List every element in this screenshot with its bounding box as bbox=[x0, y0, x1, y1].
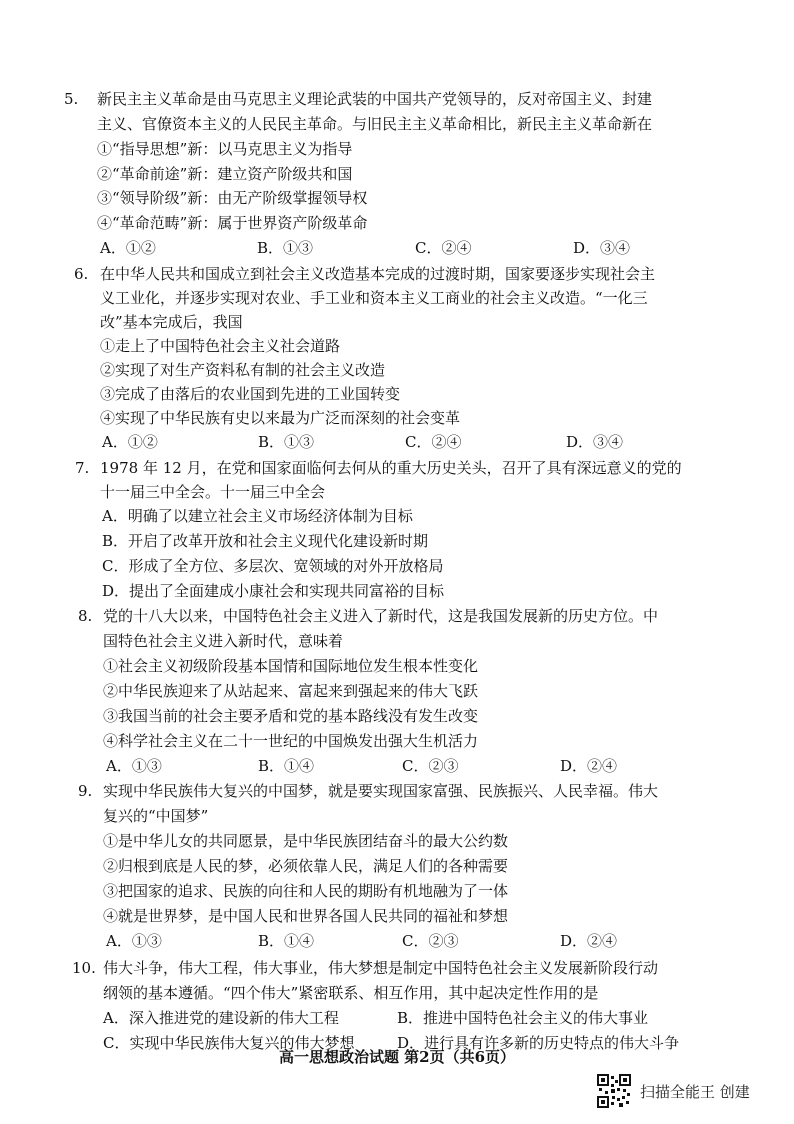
q9-option-d: D．②④ bbox=[560, 932, 618, 950]
q5-stem-line2: 主义、官僚资本主义的人民民主革命。与旧民主主义革命相比，新民主主义革命新在 bbox=[97, 115, 653, 133]
q7-stem-line1: 1978 年 12 月，在党和国家面临何去何从的重大历史关头，召开了具有深远意义的党的 bbox=[100, 459, 682, 477]
qr-code-icon bbox=[597, 1074, 631, 1108]
q8-item-3: ③我国当前的社会主要矛盾和党的基本路线没有发生改变 bbox=[103, 707, 479, 725]
q6-stem-line3: 改”基本完成后，我国 bbox=[100, 313, 243, 331]
q8-item-4: ④科学社会主义在二十一世纪的中国焕发出强大生机活力 bbox=[103, 732, 479, 750]
q5-option-d: D．③④ bbox=[573, 239, 631, 257]
q6-option-a: A．①② bbox=[102, 433, 158, 451]
q7-stem-line2: 十一届三中全会。十一届三中全会 bbox=[100, 483, 326, 501]
q8-stem-line1: 党的十八大以来，中国特色社会主义进入了新时代，这是我国发展新的历史方位。中 bbox=[103, 607, 659, 625]
q10-stem-line2: 纲领的基本遵循。“四个伟大”紧密联系、相互作用，其中起决定性作用的是 bbox=[103, 984, 599, 1002]
q9-stem-line1: 实现中华民族伟大复兴的中国梦，就是要实现国家富强、民族振兴、人民幸福。伟大 bbox=[103, 782, 659, 800]
q9-number: 9. bbox=[78, 782, 93, 800]
q5-item-3: ③“领导阶级”新：由无产阶级掌握领导权 bbox=[97, 189, 368, 207]
q5-item-2: ②“革命前途”新：建立资产阶级共和国 bbox=[97, 165, 353, 183]
q8-option-a: A．①③ bbox=[106, 757, 162, 775]
q5-number: 5. bbox=[64, 90, 79, 108]
q10-option-b: B．推进中国特色社会主义的伟大事业 bbox=[397, 1009, 649, 1027]
q6-stem-line2: 义工业化，并逐步实现对农业、手工业和资本主义工商业的社会主义改造。“一化三 bbox=[100, 289, 648, 307]
q6-item-3: ③完成了由落后的农业国到先进的工业国转变 bbox=[100, 385, 401, 403]
q5-item-4: ④“革命范畴”新：属于世界资产阶级革命 bbox=[97, 214, 368, 232]
q8-item-2: ②中华民族迎来了从站起来、富起来到强起来的伟大飞跃 bbox=[103, 682, 479, 700]
q7-option-c: C．形成了全方位、多层次、宽领域的对外开放格局 bbox=[102, 557, 444, 575]
q5-option-b: B．①③ bbox=[257, 239, 314, 257]
page-footer: 高一思想政治试题 第2页（共6页） bbox=[278, 1048, 516, 1066]
q8-option-c: C．②③ bbox=[402, 757, 459, 775]
q10-number: 10. bbox=[72, 959, 96, 977]
q5-item-1: ①“指导思想”新：以马克思主义为指导 bbox=[97, 140, 353, 158]
q7-option-b: B．开启了改革开放和社会主义现代化建设新时期 bbox=[102, 532, 429, 550]
q9-item-4: ④就是世界梦，是中国人民和世界各国人民共同的福祉和梦想 bbox=[103, 907, 509, 925]
q8-option-b: B．①④ bbox=[258, 757, 315, 775]
q5-stem-line1: 新民主主义革命是由马克思主义理论武装的中国共产党领导的，反对帝国主义、封建 bbox=[97, 90, 653, 108]
q9-option-b: B．①④ bbox=[258, 932, 315, 950]
q9-item-2: ②归根到底是人民的梦，必须依靠人民，满足人们的各种需要 bbox=[103, 857, 509, 875]
q10-stem-line1: 伟大斗争，伟大工程，伟大事业，伟大梦想是制定中国特色社会主义发展新阶段行动 bbox=[103, 959, 659, 977]
q6-stem-line1: 在中华人民共和国成立到社会主义改造基本完成的过渡时期，国家要逐步实现社会主 bbox=[100, 265, 656, 283]
q6-number: 6. bbox=[74, 265, 89, 283]
q8-option-d: D．②④ bbox=[560, 757, 618, 775]
q9-option-c: C．②③ bbox=[402, 932, 459, 950]
q6-item-4: ④实现了中华民族有史以来最为广泛而深刻的社会变革 bbox=[100, 409, 461, 427]
q9-option-a: A．①③ bbox=[106, 932, 162, 950]
scanner-watermark: 扫描全能王 创建 bbox=[640, 1083, 750, 1101]
q6-item-2: ②实现了对生产资料私有制的社会主义改造 bbox=[100, 361, 386, 379]
q8-stem-line2: 国特色社会主义进入新时代，意味着 bbox=[103, 632, 344, 650]
q8-item-1: ①社会主义初级阶段基本国情和国际地位发生根本性变化 bbox=[103, 657, 479, 675]
q10-option-c: C．实现中华民族伟大复兴的伟大梦想 bbox=[103, 1034, 355, 1052]
q7-option-a: A．明确了以建立社会主义市场经济体制为目标 bbox=[102, 507, 413, 525]
q6-item-1: ①走上了中国特色社会主义社会道路 bbox=[100, 337, 341, 355]
q10-option-a: A．深入推进党的建设新的伟大工程 bbox=[103, 1009, 339, 1027]
q6-option-b: B．①③ bbox=[258, 433, 315, 451]
q6-option-d: D．③④ bbox=[566, 433, 624, 451]
q9-stem-line2: 复兴的“中国梦” bbox=[103, 807, 209, 825]
q6-option-c: C．②④ bbox=[405, 433, 462, 451]
q9-item-1: ①是中华儿女的共同愿景，是中华民族团结奋斗的最大公约数 bbox=[103, 832, 509, 850]
q5-option-a: A．①② bbox=[100, 239, 156, 257]
q7-option-d: D．提出了全面建成小康社会和实现共同富裕的目标 bbox=[102, 582, 445, 600]
q5-option-c: C．②④ bbox=[415, 239, 472, 257]
q8-number: 8. bbox=[78, 607, 93, 625]
q9-item-3: ③把国家的追求、民族的向往和人民的期盼有机地融为了一体 bbox=[103, 882, 509, 900]
q7-number: 7. bbox=[75, 459, 90, 477]
q10-option-d: D．进行具有许多新的历史特点的伟大斗争 bbox=[397, 1034, 680, 1052]
